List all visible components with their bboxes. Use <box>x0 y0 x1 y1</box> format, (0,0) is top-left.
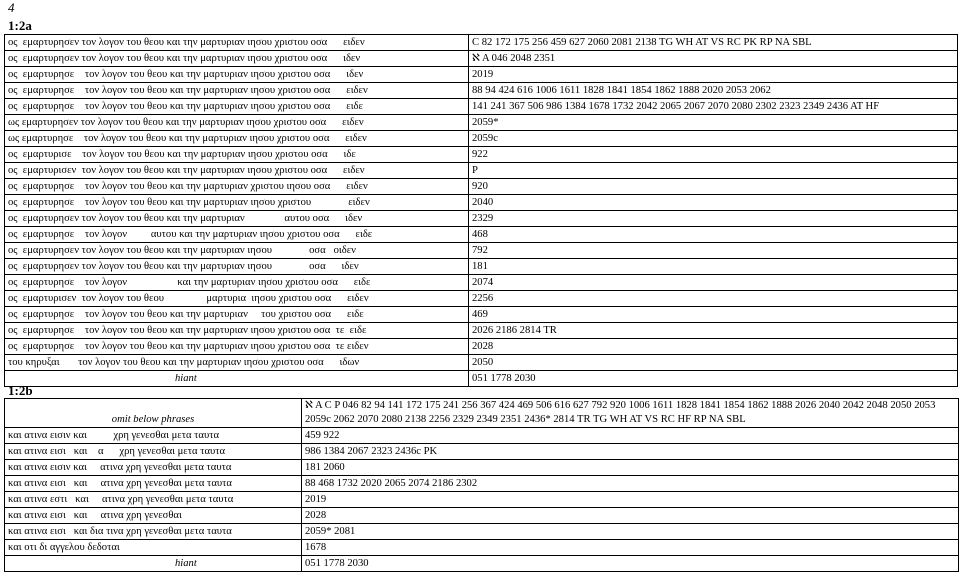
table-row <box>5 323 958 339</box>
reading-cell: και ατινα εισιν και χρη γενεσθαι μετα ταυτα <box>5 428 302 444</box>
apparatus-table-1-2a <box>4 34 958 387</box>
witnesses-cell: 2256 <box>469 291 958 307</box>
table-row <box>5 460 959 476</box>
witnesses-cell: 141 241 367 506 986 1384 1678 1732 2042 2065 2067 2070 2080 2302 2323 2349 2436 AT HF <box>469 99 958 115</box>
witnesses-cell: 459 922 <box>302 428 959 444</box>
table-row <box>5 307 958 323</box>
reading-cell: και ατινα εισι και δια τινα χρη γενεσθαι μετα ταυτα <box>5 524 302 540</box>
witnesses-cell: 2026 2186 2814 TR <box>469 323 958 339</box>
witnesses-cell: 922 <box>469 147 958 163</box>
witnesses-cell: 2028 <box>469 339 958 355</box>
table-row <box>5 83 958 99</box>
witnesses-cell: 792 <box>469 243 958 259</box>
reading-cell: ος εμαρτυρησε τον λογον του θεου και την μαρτυριαν ιησου χριστου οσα ιδεν <box>5 67 469 83</box>
table-row <box>5 51 958 67</box>
table-row <box>5 211 958 227</box>
table-row <box>5 35 958 51</box>
reading-cell: hiant <box>5 371 469 387</box>
reading-cell: ος εμαρτυρησεν τον λογον του θεου και την μαρτυριαν αυτου οσα ιδεν <box>5 211 469 227</box>
table-row <box>5 556 959 572</box>
witnesses-cell: 2059* 2081 <box>302 524 959 540</box>
reading-cell: ος εμαρτυρησε τον λογον του θεου και την μαρτυριαν ιησου χριστου οσα τε ειδεν <box>5 339 469 355</box>
reading-cell: και ατινα εισι και ατινα χρη γενεσθαι μετα ταυτα <box>5 476 302 492</box>
reading-cell: ος εμαρτυρησε τον λογον του θεου και την μαρτυριαν του χριστου οσα ειδε <box>5 307 469 323</box>
table-row <box>5 508 959 524</box>
table-row <box>5 492 959 508</box>
witnesses-cell: 88 468 1732 2020 2065 2074 2186 2302 <box>302 476 959 492</box>
witnesses-cell: ℵ A 046 2048 2351 <box>469 51 958 67</box>
reading-cell: ος εμαρτυρησε τον λογον του θεου και την μαρτυριαν ιησου χριστου ειδεν <box>5 195 469 211</box>
section-label-1-2a: 1:2a <box>8 18 32 33</box>
witnesses-cell: 88 94 424 616 1006 1611 1828 1841 1854 1862 1888 2020 2053 2062 <box>469 83 958 99</box>
table-row <box>5 476 959 492</box>
witnesses-cell-header: ℵ A C P 046 82 94 141 172 175 241 256 367 424 469 506 616 627 792 920 1006 1611 1828 1841 1854 1862 1888 2026 2040 2042 2048 2050 2053 2059c 2062 2070 2080 2138 2256 2329 2349 2351 2436* 2814 TR TG WH AT VS RC HF RP NA SBL <box>302 399 959 428</box>
witnesses-cell: 469 <box>469 307 958 323</box>
reading-cell: ως εμαρτυρησε τον λογον του θεου και την μαρτυριαν ιησου χριστου οσα ειδεν <box>5 131 469 147</box>
table-row <box>5 355 958 371</box>
table-row <box>5 339 958 355</box>
witnesses-cell: 181 2060 <box>302 460 959 476</box>
reading-cell-omit: omit below phrases <box>5 399 302 428</box>
reading-cell: και ατινα εισι και ατινα χρη γενεσθαι <box>5 508 302 524</box>
reading-cell: hiant <box>5 556 302 572</box>
reading-cell: ος εμαρτυρησε τον λογον του θεου και την μαρτυριαν ιησου χριστου οσα ειδεν <box>5 83 469 99</box>
table-row-header <box>5 399 959 428</box>
witnesses-cell: 2040 <box>469 195 958 211</box>
witnesses-cell: 920 <box>469 179 958 195</box>
witnesses-cell: 1678 <box>302 540 959 556</box>
reading-cell: ος εμαρτυρησεν τον λογον του θεου και την μαρτυριαν ιησου χριστου οσα ειδεν <box>5 35 469 51</box>
table-row <box>5 444 959 460</box>
witnesses-cell: 2050 <box>469 355 958 371</box>
witnesses-cell: 468 <box>469 227 958 243</box>
table-row <box>5 540 959 556</box>
reading-cell: ος εμαρτυρησεν τον λογον του θεου και την μαρτυριαν ιησου οσα ιδεν <box>5 259 469 275</box>
reading-cell: ος εμαρτυρησε τον λογον του θεου και την μαρτυριαν ιησου χριστου οσα τε ειδε <box>5 323 469 339</box>
reading-cell: και ατινα εισι και α χρη γενεσθαι μετα ταυτα <box>5 444 302 460</box>
table-row <box>5 99 958 115</box>
reading-cell: και ατινα εστι και ατινα χρη γενεσθαι μετα ταυτα <box>5 492 302 508</box>
reading-cell: ος εμαρτυρησεν τον λογον του θεου και την μαρτυριαν ιησου οσα οιδεν <box>5 243 469 259</box>
reading-cell: ος εμαρτυρησεν τον λογον του θεου και την μαρτυριαν ιησου χριστου οσα ιδεν <box>5 51 469 67</box>
reading-cell: και οτι δι αγγελου δεδοται <box>5 540 302 556</box>
table-row <box>5 291 958 307</box>
table-row <box>5 195 958 211</box>
witnesses-cell: 2028 <box>302 508 959 524</box>
reading-cell: ος εμαρτυρισεν τον λογον του θεου και την μαρτυριαν ιησου χριστου οσα ειδεν <box>5 163 469 179</box>
reading-cell: του κηρυξαι τον λογον του θεου και την μαρτυριαν ιησου χριστου οσα ιδων <box>5 355 469 371</box>
witnesses-cell: 2019 <box>469 67 958 83</box>
table-row <box>5 179 958 195</box>
table-row <box>5 115 958 131</box>
witnesses-cell: 2059c <box>469 131 958 147</box>
table-row <box>5 259 958 275</box>
table-row <box>5 163 958 179</box>
table-row <box>5 131 958 147</box>
table-row <box>5 227 958 243</box>
table-row <box>5 67 958 83</box>
reading-cell: και ατινα εισιν και ατινα χρη γενεσθαι μετα ταυτα <box>5 460 302 476</box>
table-row <box>5 524 959 540</box>
witnesses-cell: C 82 172 175 256 459 627 2060 2081 2138 TG WH AT VS RC PK RP NA SBL <box>469 35 958 51</box>
table-row <box>5 428 959 444</box>
witnesses-cell: 986 1384 2067 2323 2436c PK <box>302 444 959 460</box>
apparatus-table-1-2b <box>4 398 959 572</box>
table-row <box>5 371 958 387</box>
reading-cell: ος εμαρτυρησε τον λογον του θεου και την μαρτυριαν χριστου ιησου οσα ειδεν <box>5 179 469 195</box>
witnesses-cell: 051 1778 2030 <box>469 371 958 387</box>
section-label-1-2b: 1:2b <box>8 383 33 398</box>
reading-cell: ος εμαρτυρησε τον λογον και την μαρτυριαν ιησου χριστου οσα ειδε <box>5 275 469 291</box>
reading-cell: ος εμαρτυρησε τον λογον του θεου και την μαρτυριαν ιησου χριστου οσα ειδε <box>5 99 469 115</box>
witnesses-cell: 181 <box>469 259 958 275</box>
witnesses-cell: 2059* <box>469 115 958 131</box>
table-row <box>5 275 958 291</box>
table-row <box>5 147 958 163</box>
witnesses-cell: 2019 <box>302 492 959 508</box>
reading-cell: ως εμαρτυρησεν τον λογον του θεου και την μαρτυριαν ιησου χριστου οσα ειδεν <box>5 115 469 131</box>
witnesses-cell: P <box>469 163 958 179</box>
reading-cell: ος εμαρτυρισε τον λογον του θεου και την μαρτυριαν ιησου χριστου οσα ιδε <box>5 147 469 163</box>
witnesses-cell: 2074 <box>469 275 958 291</box>
table-row <box>5 243 958 259</box>
witnesses-cell: 2329 <box>469 211 958 227</box>
page-number: 4 <box>8 0 15 15</box>
reading-cell: ος εμαρτυρησε τον λογον αυτου και την μαρτυριαν ιησου χριστου οσα ειδε <box>5 227 469 243</box>
witnesses-cell: 051 1778 2030 <box>302 556 959 572</box>
reading-cell: ος εμαρτυρισεν τον λογον του θεου μαρτυρια ιησου χριστου οσα ειδεν <box>5 291 469 307</box>
